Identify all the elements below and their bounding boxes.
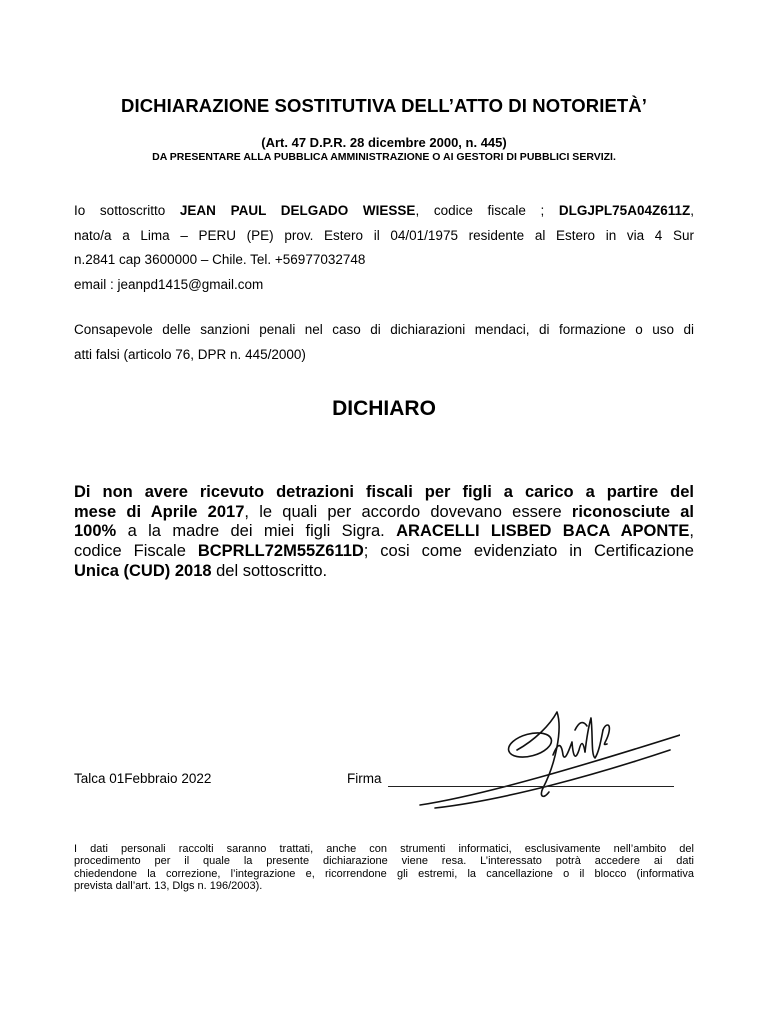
awareness-line-1: Consapevole delle sanzioni penali nel caso di dichiarazioni mendaci, di formazione o uso di [74, 322, 694, 337]
declaration-text: , le quali per accordo dovevano essere [244, 502, 572, 521]
declaration-line-3 [74, 522, 694, 542]
identity-paragraph [74, 199, 694, 297]
privacy-line-2: procedimento per il quale la presente dichiarazione viene resa. L’interessato potrà accedere ai dati [74, 855, 694, 868]
document-title: DICHIARAZIONE SOSTITUTIVA DELL’ATTO DI NOTORIETÀ’ [121, 95, 647, 116]
identity-text: , [690, 203, 694, 218]
declaration-text: riconosciute al [571, 502, 694, 521]
mother-name: ARACELLI LISBED BACA APONTE [396, 522, 690, 541]
mother-tax-code: BCPRLL72M55Z611D [197, 542, 364, 561]
declaration-line-1 [74, 483, 694, 503]
declaration-paragraph [74, 483, 694, 582]
declaration-line-5 [74, 562, 694, 582]
privacy-line-1: I dati personali raccolti saranno trattati, anche con strumenti informatici, esclusivamente nell’ambito del [74, 843, 694, 855]
declaration-text: Unica (CUD) 2018 [74, 561, 212, 580]
declaration-text: Di non avere ricevuto detrazioni fiscali per figli a carico a partire del [74, 483, 694, 501]
law-reference: (Art. 47 D.P.R. 28 dicembre 2000, n. 445) [261, 135, 507, 150]
declaration-text: ; cosi come evidenziato in Certificazione [363, 542, 694, 561]
identity-line-1 [74, 199, 694, 224]
identity-text: Io sottoscritto [74, 203, 180, 218]
declaration-text: del sottoscritto. [211, 561, 328, 580]
declaration-text: codice Fiscale [74, 542, 198, 561]
declaration-text: 100% [74, 522, 117, 541]
declaration-line-2 [74, 503, 694, 523]
declaration-text: , [689, 522, 694, 541]
awareness-line-2: atti falsi (articolo 76, DPR n. 445/2000) [74, 346, 306, 362]
privacy-line-4: prevista dall’art. 13, Dlgs n. 196/2003). [74, 879, 263, 892]
declaration-line-4 [74, 542, 694, 562]
signature-line [388, 786, 674, 787]
recipient-note: DA PRESENTARE ALLA PUBBLICA AMMINISTRAZIONE O AI GESTORI DI PUBBLICI SERVIZI. [152, 151, 616, 163]
handwritten-signature [415, 700, 680, 820]
awareness-paragraph [74, 318, 694, 367]
identity-text: , codice fiscale ; [415, 203, 559, 218]
identity-line-2: nato/a a Lima – PERU (PE) prov. Estero il 04/01/1975 residente al Estero in via 4 Sur [74, 227, 694, 243]
declaration-text: a la madre dei miei figli Sigra. [116, 522, 397, 541]
privacy-notice [74, 843, 694, 892]
declarant-tax-code: DLGJPL75A04Z611Z [558, 203, 691, 218]
identity-email: email : jeanpd1415@gmail.com [74, 276, 264, 292]
signature-label: Firma [347, 771, 382, 786]
declaration-text: mese di Aprile 2017 [74, 502, 245, 521]
privacy-line-3: chiedendone la correzione, l’integrazione e, ricorrendone gli estremi, la cancellazione o il blocco (informativa [74, 867, 694, 880]
dichiaro-heading: DICHIARO [332, 397, 436, 420]
place-and-date: Talca 01Febbraio 2022 [74, 771, 212, 786]
declarant-name: JEAN PAUL DELGADO WIESSE [179, 203, 416, 218]
identity-line-3: n.2841 cap 3600000 – Chile. Tel. +56977032748 [74, 252, 366, 267]
